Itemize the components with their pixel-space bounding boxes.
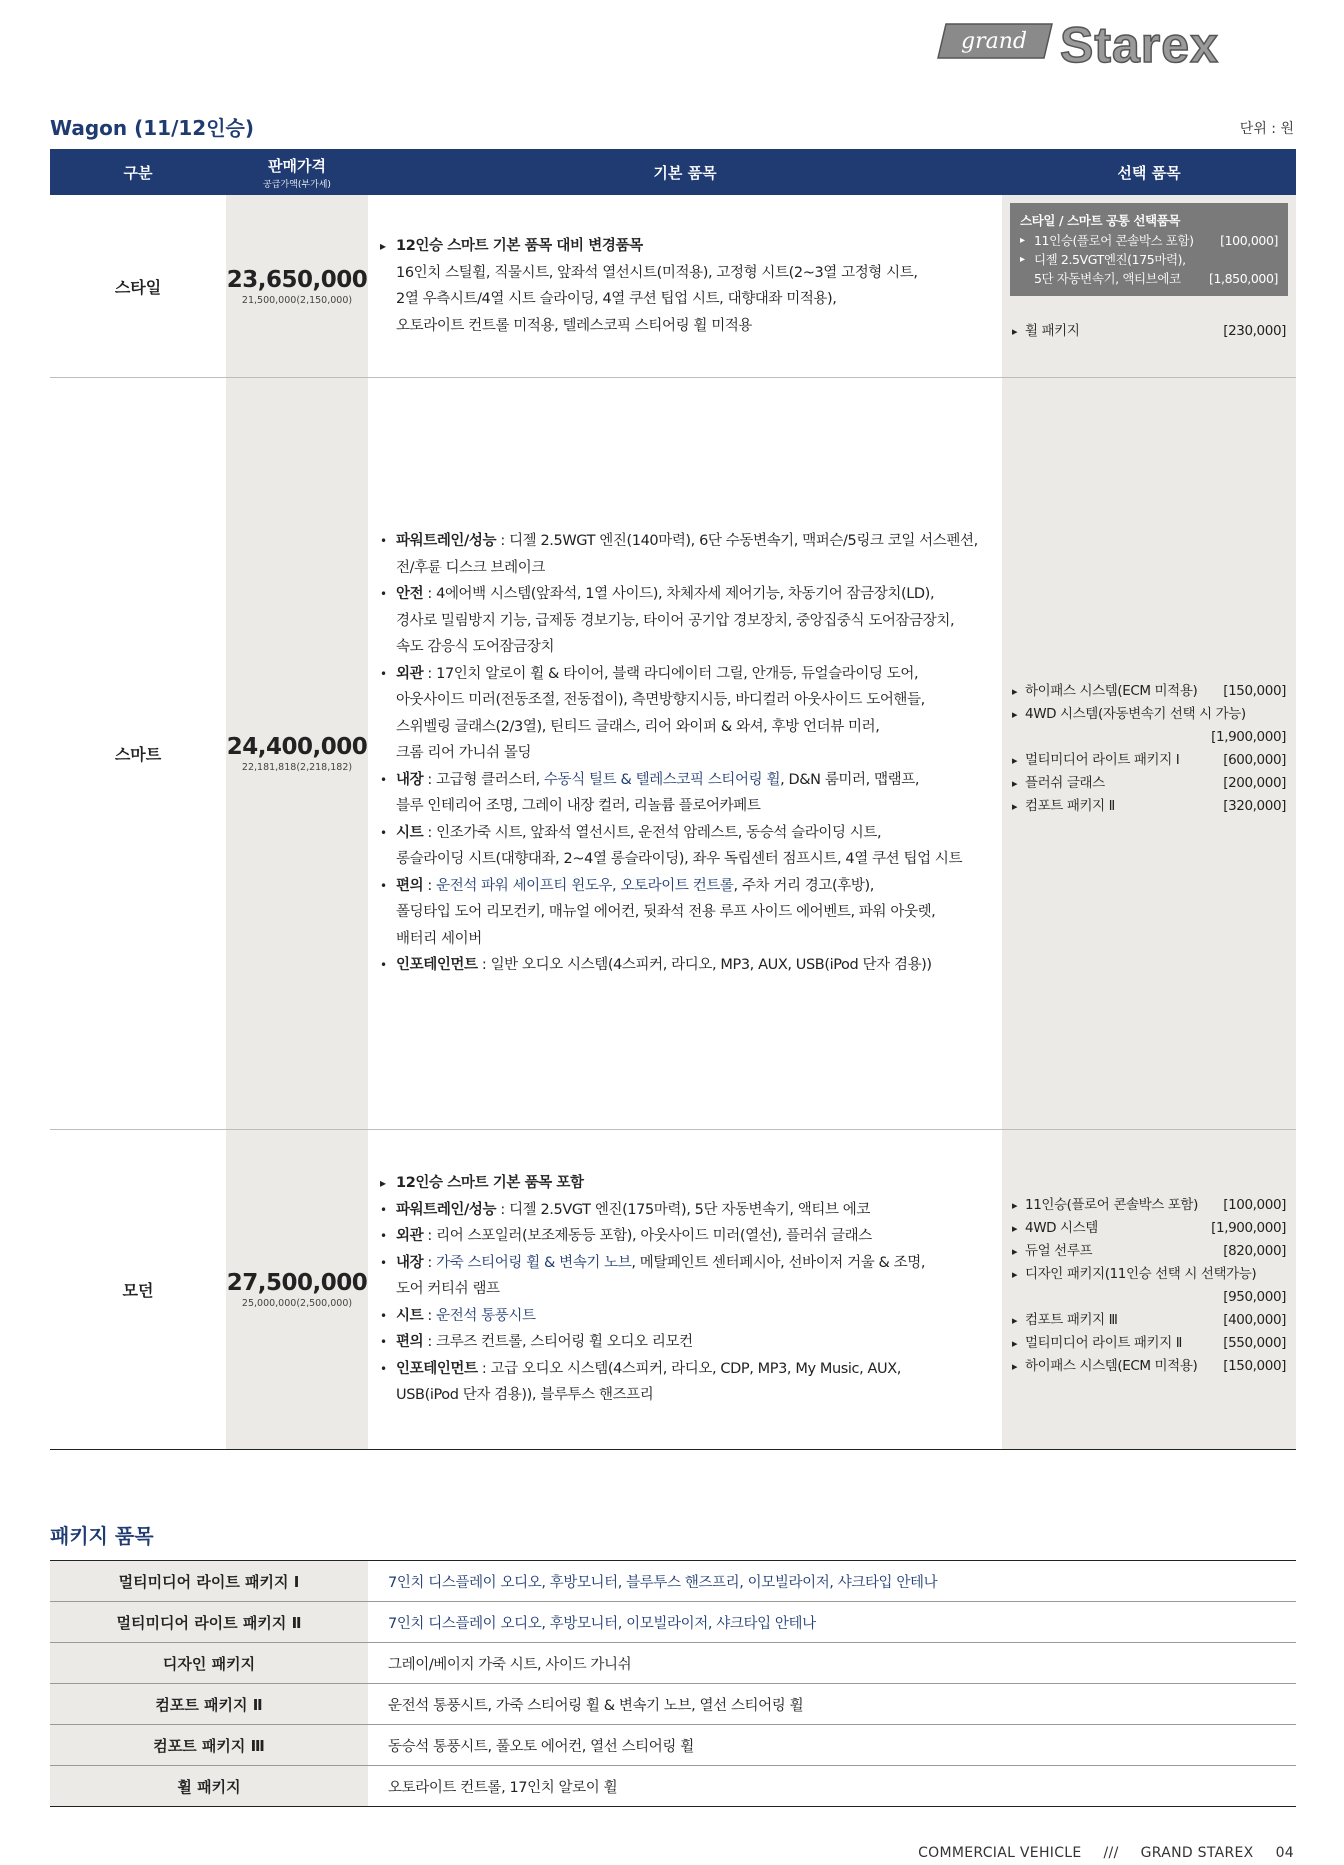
basic-items [368,195,1002,377]
list-item: [1,900,000] [1211,729,1286,745]
list-item: • 인포테인먼트 : 고급 오디오 시스템(4스피커, 라디오, CDP, MP3, My Music, AUX, USB(iPod 단자 겸용)), 블루투스 핸즈프리 [380,1356,925,1409]
list-item: ▸ 멀티미디어 라이트 패키지 Ⅰ [600,000] [1012,749,1286,772]
list-item: • 외관 : 리어 스포일러(보조제동등 포함), 아웃사이드 미러(열선), 플러쉬 글래스 [380,1223,925,1250]
list-item: ▸ 12인승 스마트 기본 품목 대비 변경품목 [380,233,918,260]
list-item: ▸ 컴포트 패키지 Ⅲ [400,000] [1012,1309,1286,1332]
header-options: 선택 품목 [1117,163,1181,182]
package-name: 휠 패키지 [50,1766,368,1806]
list-item: • 내장 : 가죽 스티어링 휠 & 변속기 노브, 메탈페인트 센터페시아, 선바이저 거울 & 조명, 도어 커티쉬 램프 [380,1250,925,1303]
price-value: 23,650,000 [226,266,368,293]
footer-right: GRAND STAREX [1140,1845,1254,1861]
table-row-smart [50,378,1296,1130]
list-item: • 안전 : 4에어백 시스템(앞좌석, 1열 사이드), 차체자세 제어기능, 차동기어 잠금장치(LD), 경사로 밀림방지 기능, 급제동 경보기능, 타이어 공기압 경보장치, 중앙집중식 도어잠금장치, 속도 감응식 도어잠금장치 [380,581,978,661]
packages-title: 패키지 품목 [50,1524,154,1548]
package-name: 컴포트 패키지 Ⅲ [50,1725,368,1765]
price-value: 24,400,000 [226,734,368,760]
package-row [50,1725,1296,1766]
bullet-icon: • [380,534,387,549]
label-colon: : [423,1307,437,1324]
list-item: ▸ 듀얼 선루프 [820,000] [1012,1240,1286,1263]
bullet-icon: • [380,1308,387,1323]
common-option-box [1010,203,1288,296]
package-row [50,1684,1296,1725]
table-header [50,149,1296,195]
header-price-sub: 공급가액(부가세) [263,179,331,190]
bullet-icon: • [380,1229,387,1244]
label-colon: : [423,824,437,841]
basic-list [368,1170,925,1409]
option-items [1002,378,1296,1129]
common-box-title: 스타일 / 스마트 공통 선택품목 [1020,213,1181,228]
label-colon: : [423,1228,437,1245]
list-item: [950,000] [1223,1289,1286,1305]
package-desc: 오토라이트 컨트롤, 17인치 알로이 휠 [388,1779,618,1796]
list-item: 오토라이트 컨트롤 미적용, 텔레스코픽 스티어링 휠 미적용 [396,317,753,334]
page-number: 04 [1275,1845,1294,1861]
package-row [50,1602,1296,1643]
trim-name: 모던 [122,1281,154,1300]
list-item: ▸ 12인승 스마트 기본 품목 포함 [380,1170,925,1197]
footer-sep: /// [1103,1845,1119,1861]
price-sub: 22,181,818(2,218,182) [241,762,353,773]
list-item: • 시트 : 인조가죽 시트, 앞좌석 열선시트, 운전석 암레스트, 동승석 슬라이딩 시트, 롱슬라이딩 시트(대향대좌, 2~4열 롱슬라이딩), 좌우 독립센터 점프시트, 4열 쿠션 팁업 시트 [380,820,978,873]
bullet-icon: • [380,878,387,893]
bullet-icon: • [380,1202,387,1217]
list-item: ▸ 11인승(플로어 콘솔박스 포함) [100,000] [1020,231,1278,250]
package-desc: 동승석 통풍시트, 풀오토 에어컨, 열선 스티어링 휠 [388,1738,694,1755]
list-item: ▸ 하이패스 시스템(ECM 미적용) [150,000] [1012,1355,1286,1378]
bullet-icon: • [380,1335,387,1350]
trim-name: 스마트 [114,745,162,764]
list-item: • 편의 : 크루즈 컨트롤, 스티어링 휠 오디오 리모컨 [380,1329,925,1356]
bullet-icon: • [380,666,387,681]
basic-list [368,233,918,339]
list-item: ▸ 하이패스 시스템(ECM 미적용) [150,000] [1012,680,1286,703]
grand-badge [938,24,1052,58]
package-name: 컴포트 패키지 Ⅱ [50,1684,368,1724]
basic-list [368,528,978,979]
grand-starex-logo [934,14,1294,72]
list-item: ▸ 11인승(플로어 콘솔박스 포함) [100,000] [1012,1194,1286,1217]
list-item: • 외관 : 17인치 알로이 휠 & 타이어, 블랙 라디에이터 그릴, 안개등, 듀얼슬라이딩 도어, 아웃사이드 미러(전동조절, 전동접이), 측면방향지시등, 바디컬러 아웃사이드 도어핸들, 스위벨링 글래스(2/3열), 틴티드 글래스, 리어 와이퍼 & 와셔, 후방 언더뷰 미러, 크롬 리어 가니쉬 몰딩 [380,661,978,767]
list-item: • 편의 : 운전석 파워 세이프티 윈도우, 오토라이트 컨트롤, 주차 거리 경고(후방), 폴딩타입 도어 리모컨키, 매뉴얼 에어컨, 뒷좌석 전용 루프 사이드 에어벤트, 파워 아웃렛, 배터리 세이버 [380,873,978,953]
package-table [50,1560,1296,1807]
package-desc: 그레이/베이지 가죽 시트, 사이드 가니쉬 [388,1656,632,1673]
list-item: • 파워트레인/성능 : 디젤 2.5WGT 엔진(140마력), 6단 수동변속기, 맥퍼슨/5링크 코일 서스펜션, 전/후륜 디스크 브레이크 [380,528,978,581]
label-colon: : [496,533,510,550]
bullet-icon: • [380,825,387,840]
price-cell [226,1130,368,1449]
triangle-bullet-icon: ▸ [380,239,386,253]
price-cell [226,195,368,377]
price-cell [226,378,368,1129]
list-item: ▸ 휠 패키지 [230,000] [1012,320,1286,343]
bullet-icon: • [380,1255,387,1270]
package-desc: 운전석 통풍시트, 가죽 스티어링 휠 & 변속기 노브, 열선 스티어링 휠 [388,1697,804,1714]
section-title: Wagon (11/12인승) [50,116,254,140]
list-item: 5단 자동변속기, 액티브에코 [1,850,000] [1034,271,1278,286]
header-price [226,149,368,195]
option-items [1002,195,1296,377]
logo-script: grand [961,29,1027,54]
label-colon: : [423,1254,437,1271]
list-item: • 인포테인먼트 : 일반 오디오 시스템(4스피커, 라디오, MP3, AUX, USB(iPod 단자 겸용)) [380,952,978,979]
list-item: ▸ 4WD 시스템(자동변속기 선택 시 가능) [1012,703,1286,726]
list-item: 2열 우측시트/4열 시트 슬라이딩, 4열 쿠션 팁업 시트, 대향대좌 미적용), [396,291,837,307]
package-desc: 7인치 디스플레이 오디오, 후방모니터, 이모빌라이저, 샤크타입 안테나 [388,1615,816,1632]
list-item: • 내장 : 고급형 클러스터, 수동식 틸트 & 텔레스코픽 스티어링 휠, D&N 룸미러, 맵램프, 블루 인테리어 조명, 그레이 내장 컬러, 리놀륨 플로어카페트 [380,767,978,820]
label-colon: : [423,665,437,682]
list-item: ▸ 4WD 시스템 [1,900,000] [1012,1217,1286,1240]
table-row-modern [50,1130,1296,1450]
list-item: ▸ 컴포트 패키지 Ⅱ [320,000] [1012,795,1286,818]
footer [918,1845,1294,1861]
list-item: • 파워트레인/성능 : 디젤 2.5VGT 엔진(175마력), 5단 자동변속기, 액티브 에코 [380,1197,925,1224]
table-row-style [50,195,1296,378]
trim-name: 스타일 [114,277,162,297]
bullet-icon: • [380,958,387,973]
package-name: 멀티미디어 라이트 패키지 Ⅰ [50,1561,368,1601]
label-colon: : [423,1334,437,1351]
unit-label: 단위 : 원 [1239,121,1294,137]
package-row [50,1766,1296,1807]
list-item: 16인치 스틸휠, 직물시트, 앞좌석 열선시트(미적용), 고정형 시트(2~3열 고정형 시트, [396,264,918,281]
label-colon: : [423,877,437,894]
package-name: 디자인 패키지 [50,1643,368,1683]
price-value: 27,500,000 [226,1270,368,1296]
label-colon: : [423,586,437,603]
price-sub: 21,500,000(2,150,000) [241,294,353,306]
package-desc: 7인치 디스플레이 오디오, 후방모니터, 블루투스 핸즈프리, 이모빌라이저, 샤크타입 안테나 [388,1574,938,1591]
option-list [1012,320,1286,343]
label-colon: : [477,957,491,974]
bullet-icon: • [380,1361,387,1376]
basic-items [368,378,1002,1129]
option-items [1002,1130,1296,1449]
label-colon: : [496,1201,510,1218]
logo-wordmark: Starex [1060,17,1219,72]
price-sub: 25,000,000(2,500,000) [241,1298,353,1309]
list-item: ▸ 디젤 2.5VGT엔진(175마력), [1020,250,1278,269]
label-colon: : [423,771,437,788]
option-list [1012,1194,1286,1378]
package-name: 멀티미디어 라이트 패키지 Ⅱ [50,1602,368,1642]
header-basic: 기본 품목 [653,163,717,182]
label-colon: : [477,1360,491,1377]
list-item: ▸ 멀티미디어 라이트 패키지 Ⅱ [550,000] [1012,1332,1286,1355]
list-item: ▸ 플러쉬 글래스 [200,000] [1012,772,1286,795]
package-row [50,1561,1296,1602]
triangle-bullet-icon: ▸ [380,1176,386,1191]
list-item: • 시트 : 운전석 통풍시트 [380,1303,925,1330]
header-trim: 구분 [123,163,153,182]
package-row [50,1643,1296,1684]
basic-items [368,1130,1002,1449]
footer-left: COMMERCIAL VEHICLE [918,1845,1082,1861]
option-list [1012,680,1286,818]
bullet-icon: • [380,587,387,602]
bullet-icon: • [380,772,387,787]
list-item: ▸ 디자인 패키지(11인승 선택 시 선택가능) [1012,1263,1286,1286]
header-price-label: 판매가격 [268,156,326,175]
